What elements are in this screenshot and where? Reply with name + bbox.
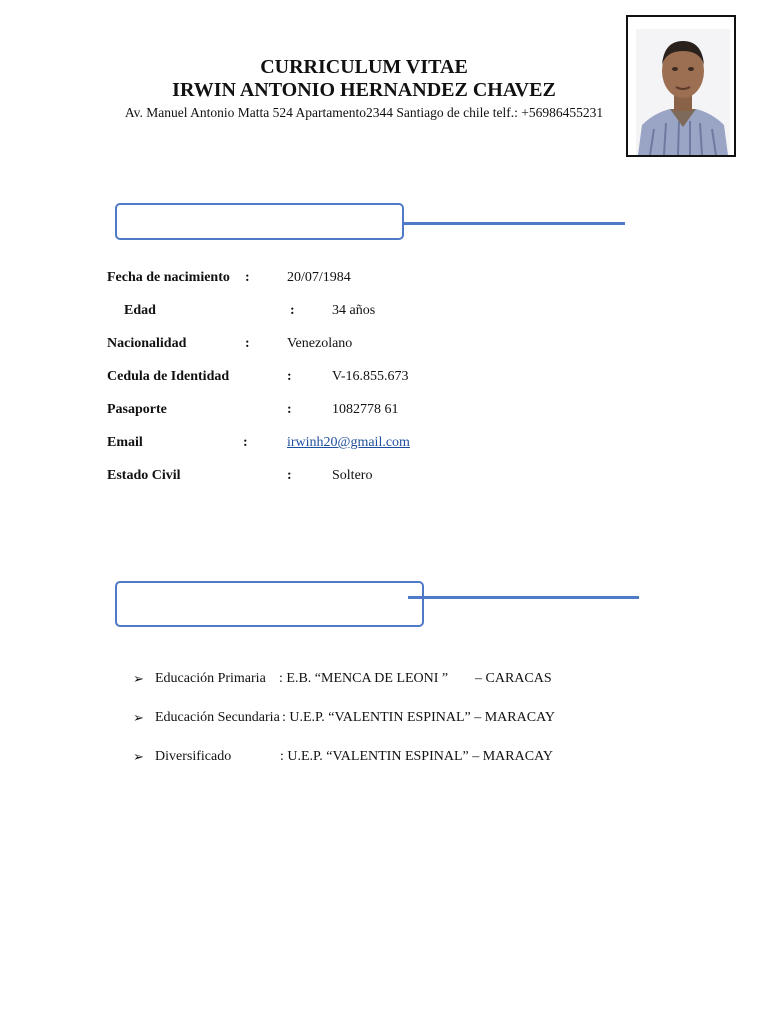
- nationality-label: Nacionalidad: [107, 336, 187, 351]
- personal-section-divider: [404, 222, 625, 225]
- education-institution: : U.E.P. “VALENTIN ESPINAL” – MARACAY: [282, 710, 556, 725]
- cv-header: [100, 56, 628, 122]
- arrow-bullet-icon: ➢: [133, 671, 144, 686]
- profile-photo: [626, 15, 736, 157]
- email-separator: :: [243, 435, 248, 450]
- birth-value: 20/07/1984: [287, 270, 351, 285]
- arrow-bullet-icon: ➢: [133, 710, 144, 725]
- id-value: V-16.855.673: [332, 369, 409, 384]
- education-institution: : U.E.P. “VALENTIN ESPINAL” – MARACAY: [280, 749, 554, 764]
- email-link[interactable]: irwinh20@gmail.com: [287, 435, 410, 450]
- personal-section-header-box: [115, 203, 404, 240]
- arrow-bullet-icon: ➢: [133, 749, 144, 764]
- document-title: CURRICULUM VITAE: [260, 56, 468, 78]
- age-label: Edad: [124, 303, 156, 318]
- nationality-separator: :: [245, 336, 250, 351]
- education-section-divider: [408, 596, 639, 599]
- education-level: Diversificado: [155, 749, 232, 764]
- education-city: – CARACAS: [475, 671, 552, 686]
- person-name: IRWIN ANTONIO HERNANDEZ CHAVEZ: [172, 79, 556, 101]
- passport-separator: :: [287, 402, 292, 417]
- education-section-header-box: [115, 581, 424, 627]
- education-level: Educación Secundaria: [155, 710, 280, 725]
- civil-status-value: Soltero: [332, 468, 373, 483]
- email-label: Email: [107, 435, 143, 450]
- birth-label: Fecha de nacimiento: [107, 270, 230, 285]
- age-separator: :: [290, 303, 295, 318]
- civil-status-separator: :: [287, 468, 292, 483]
- portrait-photo: [636, 29, 730, 155]
- education-institution: : E.B. “MENCA DE LEONI ”: [279, 671, 449, 686]
- contact-address: Av. Manuel Antonio Matta 524 Apartamento2344 Santiago de chile telf.: +56986455231: [124, 105, 604, 120]
- passport-label: Pasaporte: [107, 402, 167, 417]
- passport-value: 1082778 61: [332, 402, 399, 417]
- nationality-value: Venezolano: [287, 336, 353, 351]
- id-label: Cedula de Identidad: [107, 369, 230, 384]
- education-level: Educación Primaria: [155, 671, 266, 686]
- id-separator: :: [287, 369, 292, 384]
- civil-status-label: Estado Civil: [107, 468, 181, 483]
- birth-separator: :: [245, 270, 250, 285]
- age-value: 34 años: [332, 303, 376, 318]
